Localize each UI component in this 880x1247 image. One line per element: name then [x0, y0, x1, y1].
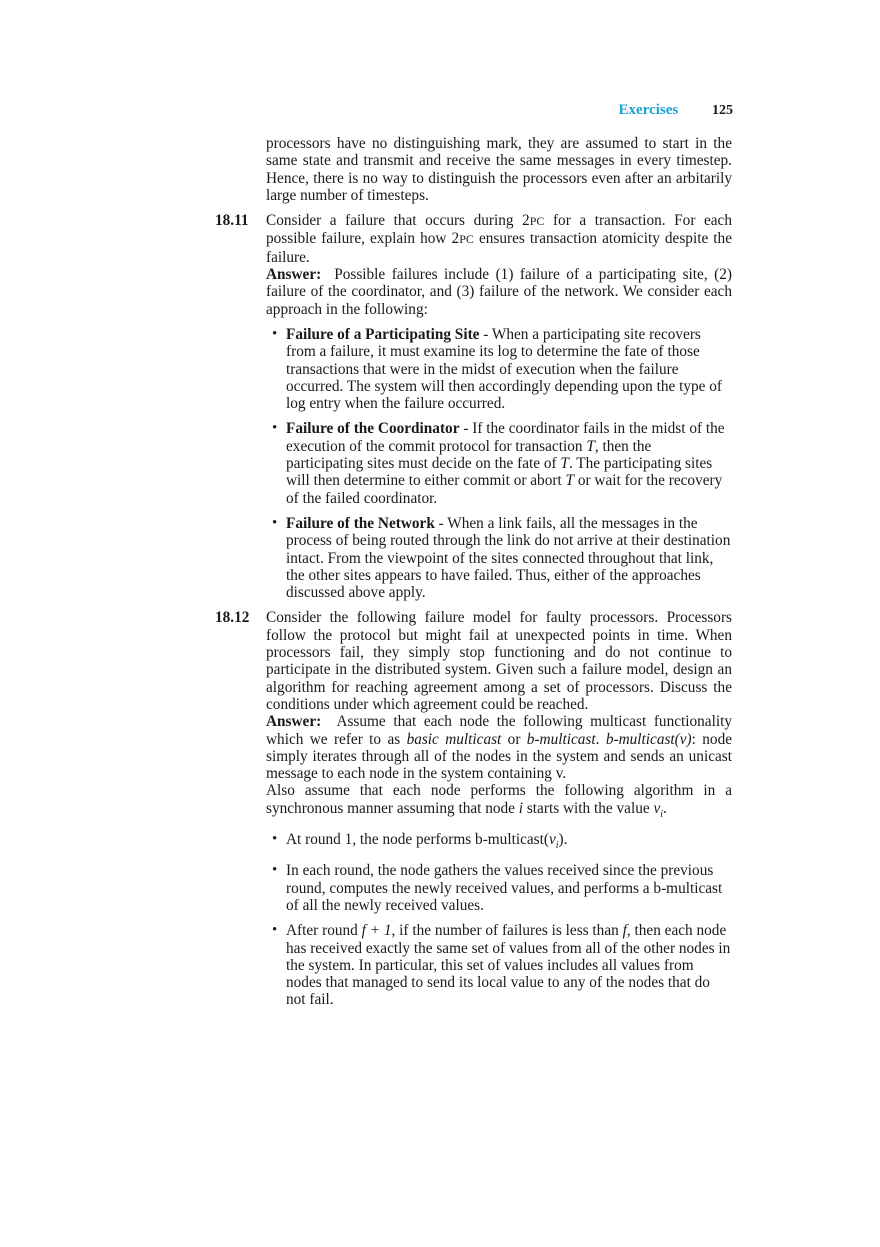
bullet-icon: •: [272, 420, 278, 437]
list-item: [266, 922, 732, 1008]
term: b-multicast: [526, 730, 596, 748]
small-caps-pc: PC: [459, 232, 474, 247]
bullet-title: Failure of a Participating Site: [286, 325, 480, 343]
answer-label: Answer:: [266, 713, 322, 731]
intro-paragraph: processors have no distinguishing mark, they are assumed to start in the same state and transmit and receive the same messages in every timestep. Hence, there is no way to distinguish the processors even after an arbitarily large number of timesteps.: [266, 135, 732, 204]
list-item: [266, 515, 732, 601]
page-number: 125: [712, 103, 733, 118]
bullet-text: - When a participating site recovers from a failure, it must examine its log to determine the fate of those transactions that were in the midst of execution when the failure occurred. The system will then accordingly depending upon the type of log entry when the failure occurred.: [286, 325, 722, 413]
bullet-text: or wait for the recovery of the failed coordinator.: [286, 472, 723, 507]
answer-text: Possible failures include (1) failure of a participating site, (2) failure of the coordinator, and (3) failure of the network. We consider each approach in the following:: [266, 266, 732, 318]
small-caps-pc: PC: [529, 214, 545, 229]
question-text: Consider a failure that occurs during 2: [266, 212, 530, 230]
page-body: [215, 135, 732, 1009]
term: b-multicast(v): [605, 730, 692, 748]
bullet-text: ).: [558, 831, 568, 849]
math-var: T: [560, 455, 569, 473]
algorithm-steps: [266, 831, 732, 1009]
answer-text: .: [595, 730, 606, 748]
math-subscript: i: [555, 840, 559, 852]
bullet-text: , then the participating sites must decide on the fate of: [286, 437, 652, 473]
running-header: [0, 101, 733, 120]
exercise-question: Consider the following failure model for faulty processors. Processors follow the protocol but might fail at unexpected points in time. When processors fail, they simply stop functioning and do not continue to participate in the distributed system. Given such a failure model, design an algorithm for reaching agreement among a set of processors. Discuss the conditions under which agreement could be reached.: [266, 609, 732, 713]
exercise-answer: [266, 713, 732, 782]
bullet-icon: •: [272, 922, 278, 939]
answer-text: .: [663, 799, 667, 817]
bullet-text: - When a link fails, all the messages in the process of being routed through the link do not arrive at their destination intact. From the viewpoint of the sites connected throughout that link, the other sites appears to have failed. Thus, either of the approaches discussed above apply.: [286, 514, 731, 602]
question-text: for a transaction. For each possible failure, explain how 2: [266, 212, 732, 248]
bullet-text: - If the coordinator fails in the midst of the execution of the commit protocol for transaction: [286, 420, 725, 455]
bullet-text: , if the number of failures is less than: [391, 922, 623, 940]
failure-list: [266, 326, 732, 601]
exercise-18-11: [215, 212, 732, 601]
answer-text: or: [501, 730, 527, 748]
exercise-answer: [266, 266, 732, 318]
math-var: i: [518, 799, 524, 817]
bullet-text: , then each node has received exactly the same set of values from all of the other nodes in the system. In particular, this set of values includes all values from nodes that managed to send its local value to any of the nodes that do not fail.: [286, 922, 731, 1009]
bullet-text: . The participating sites will then determine to either commit or abort: [286, 455, 713, 490]
math-var: T: [565, 472, 575, 490]
section-title: Exercises: [618, 102, 679, 118]
term: basic multicast: [406, 730, 502, 748]
list-item: [266, 831, 732, 854]
list-item: [266, 862, 732, 914]
exercise-number: 18.12: [215, 609, 250, 627]
exercise-18-12: [215, 609, 732, 1008]
bullet-title: Failure of the Coordinator: [286, 420, 460, 438]
bullet-text: In each round, the node gathers the values received since the previous round, computes the newly received values, and performs a b-multicast of all the newly received values.: [286, 862, 723, 914]
math-subscript: i: [660, 808, 664, 820]
bullet-text: At round 1, the node performs b-multicast(: [286, 831, 549, 849]
bullet-icon: •: [272, 514, 278, 531]
math-var: T: [586, 437, 595, 455]
math-var: v: [653, 799, 661, 817]
question-text: ensures transaction atomicity despite the failure.: [266, 230, 732, 266]
answer-text: : node simply iterates through all of the nodes in the system and sends an unicast message to each node in the system containing v.: [266, 730, 733, 783]
math-var: v: [548, 831, 556, 849]
bullet-text: After round: [286, 922, 362, 940]
bullet-title: Failure of the Network: [286, 514, 435, 532]
math-var: f: [622, 922, 627, 940]
bullet-icon: •: [272, 862, 278, 879]
answer-text: Also assume that each node performs the following algorithm in a synchronous manner assuming that node: [266, 782, 732, 817]
exercise-question: [266, 212, 732, 266]
list-item: [266, 326, 732, 412]
bullet-icon: •: [272, 325, 278, 342]
answer-text: Assume that each node the following multicast functionality which we refer to as: [266, 713, 732, 748]
assumption-paragraph: [266, 782, 732, 823]
list-item: [266, 420, 732, 506]
answer-text: starts with the value: [523, 799, 654, 817]
exercise-number: 18.11: [215, 212, 249, 230]
answer-label: Answer:: [266, 266, 322, 284]
bullet-icon: •: [272, 831, 278, 848]
math-expression: f + 1: [361, 922, 392, 940]
